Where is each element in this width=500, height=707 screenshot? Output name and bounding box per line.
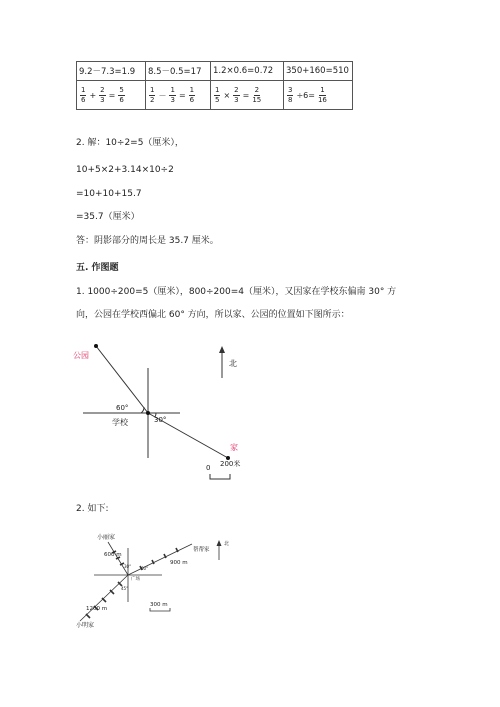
solution-line: =35.7（厘米） <box>76 212 140 222</box>
fraction: $\frac{3}{8}$ <box>288 85 293 104</box>
xiaoming-home-label: 小明家 <box>76 622 95 629</box>
plaza-label: 广场 <box>131 577 140 582</box>
fraction: $\frac{1}{3}$ <box>170 85 175 104</box>
north-label: 北 <box>224 541 230 547</box>
paragraph-line: 1. 1000÷200=5（厘米），800÷200=4（厘米），又因家在学校东偏南 30° 方 <box>76 287 397 297</box>
section-heading: 五. 作图题 <box>76 263 119 273</box>
paragraph-line: 向，公园在学校西偏北 60° 方向，所以家、公园的位置如下图所示： <box>76 310 350 320</box>
solution-line: =10+10+15.7 <box>76 189 142 199</box>
angle-30-label: 30° <box>154 416 167 424</box>
solution-line: 10+5×2+3.14×10÷2 <box>76 165 174 175</box>
solution-line: 答：阴影部分的周长是 35.7 厘米。 <box>76 236 219 246</box>
park-label: 公园 <box>73 351 89 360</box>
north-arrow-icon <box>217 540 222 546</box>
scale-bar <box>150 608 170 611</box>
scale-300-label: 300 m <box>150 602 168 608</box>
table-cell: $\frac{1}{6}$ + $\frac{2}{3}$ = $\frac{5}{6}$ <box>77 81 146 110</box>
table-cell: 8.5－0.5=17 <box>146 62 211 81</box>
home-label: 家 <box>230 443 238 452</box>
table-cell: $\frac{1}{2}$ － $\frac{1}{3}$ = $\frac{1}{6}$ <box>146 81 211 110</box>
solution-line: 2. 解：10÷2=5（厘米）， <box>76 138 184 148</box>
fraction: $\frac{1}{6}$ <box>189 85 195 104</box>
fraction: $\frac{2}{3}$ <box>100 85 105 104</box>
angle-60-label: 60° <box>141 566 149 571</box>
fraction: $\frac{1}{16}$ <box>317 85 327 104</box>
north-label: 北 <box>229 359 237 368</box>
fraction: $\frac{5}{6}$ <box>119 85 124 104</box>
angle-60-label: 60° <box>116 404 129 412</box>
fraction: $\frac{1}{5}$ <box>215 85 220 104</box>
table-cell: $\frac{3}{8}$ ÷6= $\frac{1}{16}$ <box>284 81 353 110</box>
xiaoli-home-label: 小丽家 <box>97 534 116 541</box>
fraction: $\frac{2}{3}$ <box>234 85 239 104</box>
scale-200-label: 200米 <box>220 460 241 468</box>
table-cell: 9.2－7.3=1.9 <box>77 62 146 81</box>
distance-600-label: 600 m <box>104 552 122 558</box>
table-cell: 1.2×0.6=0.72 <box>211 62 284 81</box>
scale-zero-label: 0 <box>206 464 211 472</box>
fraction: $\frac{1}{2}$ <box>150 85 155 104</box>
school-label: 学校 <box>112 418 128 427</box>
paragraph-line: 2. 如下: <box>76 504 109 514</box>
angle-45-label: 45° <box>121 586 129 591</box>
bang-home-label: 帮帮家 <box>193 547 210 553</box>
distance-1200-label: 1200 m <box>86 606 108 612</box>
fraction: $\frac{1}{6}$ <box>81 85 86 104</box>
table-cell: 350+160=510 <box>284 62 353 81</box>
table-cell: $\frac{1}{5}$ × $\frac{2}{3}$ = $\frac{2}{15}$ <box>211 81 284 110</box>
angle-30-label: 30° <box>124 564 132 569</box>
fraction: $\frac{2}{15}$ <box>252 85 262 104</box>
distance-900-label: 900 m <box>170 560 188 566</box>
